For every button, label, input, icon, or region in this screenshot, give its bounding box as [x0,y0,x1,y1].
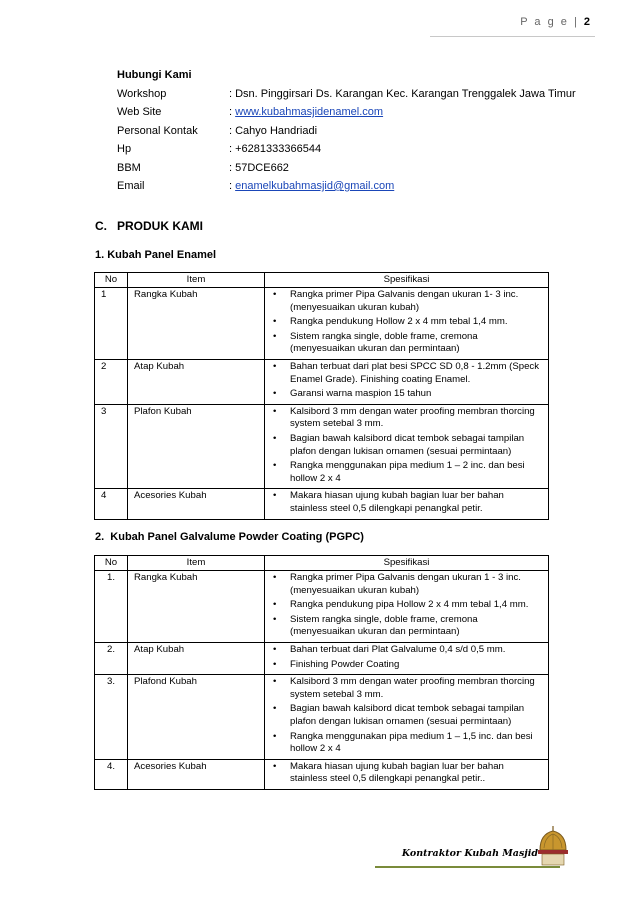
spec-item: • Rangka primer Pipa Galvanis dengan ukuran 1 - 3 inc. (menyesuaikan ukuran kubah) [271,572,542,597]
row-specs [265,571,549,643]
spec-item: • Sistem rangka single, doble frame, cremona (menyesuaikan ukuran dan permintaan) [271,331,542,356]
row-specs [265,675,549,760]
spec-item: • Rangka menggunakan pipa medium 1 – 2 inc. dan besi hollow 2 x 4 [271,460,542,485]
table-row [95,571,549,643]
row-item: Plafond Kubah [128,675,265,760]
contact-prefix: : [229,106,236,118]
spec-item: • Rangka menggunakan pipa medium 1 – 1,5 inc. dan besi hollow 2 x 4 [271,731,542,756]
contact-row [117,122,576,141]
row-item: Rangka Kubah [128,288,265,360]
table1-title: 1. Kubah Panel Enamel [95,249,217,261]
contact-row [117,85,576,104]
contact-title: Hubungi Kami [117,69,192,81]
row-number: 2 [95,359,128,404]
mosque-dome-logo [536,824,570,866]
contact-key: BBM [117,161,141,174]
header-spec: Spesifikasi [265,556,549,571]
table-row [95,288,549,360]
table-row [95,759,549,789]
table-row [95,642,549,674]
spec-item: • Garansi warna maspion 15 tahun [271,388,542,401]
row-item: Acesories Kubah [128,489,265,519]
spec-item: • Makara hiasan ujung kubah bagian luar ber bahan stainless steel 0,5 dilengkapi penangkal petir. [271,490,542,515]
row-specs [265,642,549,674]
table-row [95,489,549,519]
contact-row [117,140,576,159]
contact-row [117,159,576,178]
contact-value: : +6281333366544 [229,143,322,155]
spec-list [271,406,542,486]
spec-item: • Makara hiasan ujung kubah bagian luar ber bahan stainless steel 0,5 dilengkapi penangkal petir.. [271,761,542,786]
header-item: Item [128,273,265,288]
header-spec: Spesifikasi [265,273,549,288]
page-number-value: 2 [583,16,590,28]
website-link[interactable]: www.kubahmasjidenamel.com [235,106,384,118]
header-no: No [95,556,128,571]
spec-item: • Finishing Powder Coating [271,659,542,672]
spec-list [271,761,542,786]
product-table-pgpc [94,555,549,790]
contact-block [117,66,576,196]
page-label: P a g e [520,16,569,28]
row-number: 1. [95,571,128,643]
contact-key: Web Site [117,106,162,118]
header-item: Item [128,556,265,571]
row-item: Atap Kubah [128,642,265,674]
contact-key: Personal Kontak [117,124,198,137]
contact-row [117,103,576,122]
spec-item: • Bahan terbuat dari Plat Galvalume 0,4 s/d 0,5 mm. [271,644,542,657]
row-item: Plafon Kubah [128,404,265,489]
spec-list [271,676,542,756]
row-specs [265,404,549,489]
table-row [95,404,549,489]
contact-value: : Dsn. Pinggirsari Ds. Karangan Kec. Karangan Trenggalek Jawa Timur [229,87,576,100]
spec-item: • Rangka pendukung pipa Hollow 2 x 4 mm tebal 1,4 mm. [271,599,542,612]
table-row [95,675,549,760]
row-item: Acesories Kubah [128,759,265,789]
spec-item: • Kalsibord 3 mm dengan water proofing membran thorcing system setebal 3 mm. [271,676,542,701]
spec-list [271,572,542,639]
footer-rule [375,866,560,868]
contact-key: Email [117,180,145,192]
row-item: Atap Kubah [128,359,265,404]
spec-item: • Rangka primer Pipa Galvanis dengan ukuran 1- 3 inc. (menyesuaikan ukuran kubah) [271,289,542,314]
contact-value: : Cahyo Handriadi [229,124,318,137]
row-number: 3. [95,675,128,760]
row-item: Rangka Kubah [128,571,265,643]
row-number: 2. [95,642,128,674]
spec-item: • Bahan terbuat dari plat besi SPCC SD 0,8 - 1.2mm (Speck Enamel Grade). Finishing coating Enamel. [271,361,542,386]
row-number: 4. [95,759,128,789]
contact-row [117,177,576,196]
section-title: C. PRODUK KAMI [95,219,203,233]
row-specs [265,288,549,360]
spec-item: • Kalsibord 3 mm dengan water proofing membran thorcing system setebal 3 mm. [271,406,542,431]
spec-item: • Bagian bawah kalsibord dicat tembok sebagai tampilan plafon dengan lukisan ornamen (sesuai permintaan) [271,703,542,728]
contact-prefix: : [229,180,236,192]
contact-key: Workshop [117,87,167,100]
email-link[interactable]: enamelkubahmasjid@gmail.com [235,180,395,192]
spec-list [271,644,542,671]
spec-list [271,490,542,515]
header-rule [430,36,595,37]
product-table-enamel [94,272,549,520]
contact-value: : 57DCE662 [229,161,289,174]
spec-item: • Sistem rangka single, doble frame, cremona (menyesuaikan ukuran dan permintaan) [271,614,542,639]
row-number: 1 [95,288,128,360]
table-header-row [95,556,549,571]
row-specs [265,759,549,789]
table2-title: 2. Kubah Panel Galvalume Powder Coating (PGPC) [95,531,364,543]
row-number: 4 [95,489,128,519]
header-no: No [95,273,128,288]
spec-item: • Rangka pendukung Hollow 2 x 4 mm tebal 1,4 mm. [271,316,542,329]
spec-list [271,289,542,356]
footer-text: Kontraktor Kubah Masjid [401,848,538,859]
spec-item: • Bagian bawah kalsibord dicat tembok sebagai tampilan plafon dengan lukisan ornamen (sesuai permintaan) [271,433,542,458]
page-number: P a g e | 2 [520,16,590,28]
row-number: 3 [95,404,128,489]
spec-list [271,361,542,401]
contact-key: Hp [117,143,132,155]
table-header-row [95,273,549,288]
table-row [95,359,549,404]
row-specs [265,489,549,519]
row-specs [265,359,549,404]
